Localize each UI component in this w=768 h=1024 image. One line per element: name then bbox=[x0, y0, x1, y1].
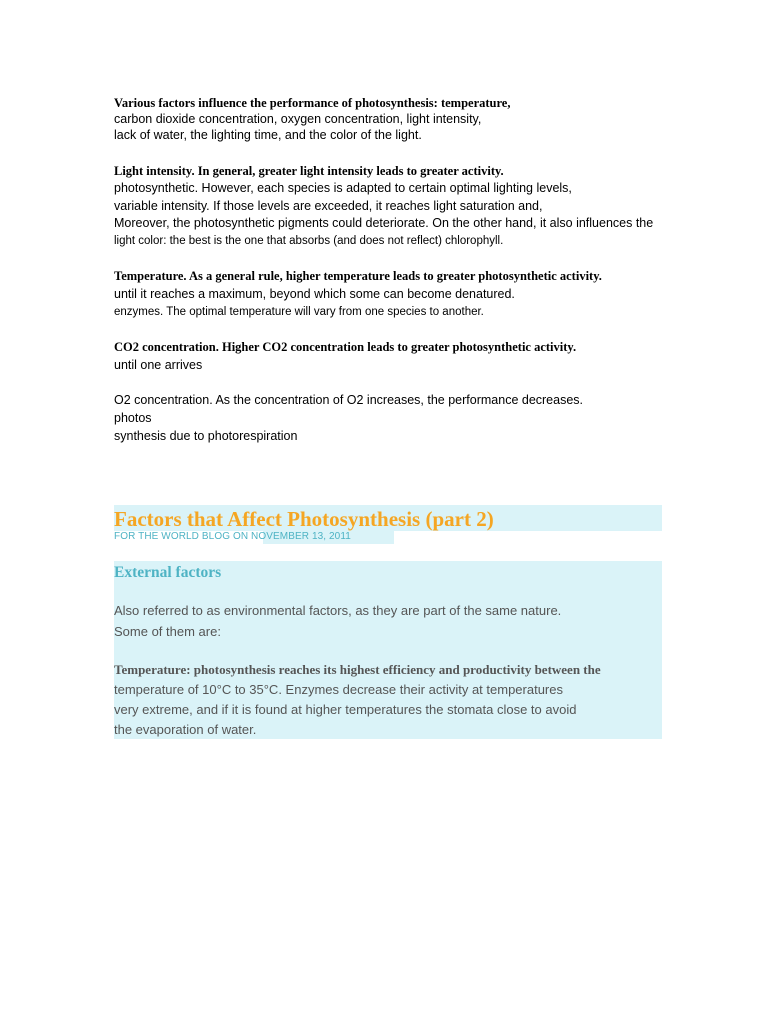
intro-line-3: lack of water, the lighting time, and the color of the light. bbox=[114, 128, 422, 142]
light-line-3: Moreover, the photosynthetic pigments could deteriorate. On the other hand, it also influences the bbox=[114, 216, 654, 230]
blog-intro-line-1: Also referred to as environmental factors, as they are part of the same nature. bbox=[114, 603, 562, 618]
temperature-heading: Temperature. As a general rule, higher temperature leads to greater photosynthetic activity. bbox=[114, 269, 602, 283]
temperature-line-2: enzymes. The optimal temperature will vary from one species to another. bbox=[114, 306, 484, 318]
temperature-line-1: until it reaches a maximum, beyond which some can become denatured. bbox=[114, 287, 515, 301]
o2-line-2: photos bbox=[114, 411, 152, 425]
co2-line-1: until one arrives bbox=[114, 358, 203, 372]
co2-heading: CO2 concentration. Higher CO2 concentration leads to greater photosynthetic activity. bbox=[114, 340, 577, 354]
blog-title: Factors that Affect Photosynthesis (part 2) bbox=[114, 507, 494, 531]
light-line-1: photosynthetic. However, each species is adapted to certain optimal lighting levels, bbox=[114, 181, 572, 195]
blog-temp-line-2: very extreme, and if it is found at higher temperatures the stomata close to avoid bbox=[114, 702, 577, 717]
blog-meta-date[interactable]: NOVEMBER 13, 2011 bbox=[251, 531, 351, 542]
blog-intro-line-2: Some of them are: bbox=[114, 624, 221, 639]
blog-meta-prefix: FOR THE WORLD BLOG ON bbox=[114, 531, 252, 542]
blog-meta bbox=[114, 530, 351, 544]
intro-line-2: carbon dioxide concentration, oxygen concentration, light intensity, bbox=[114, 112, 482, 126]
o2-line-1: O2 concentration. As the concentration of O2 increases, the performance decreases. bbox=[114, 393, 584, 407]
light-line-2: variable intensity. If those levels are exceeded, it reaches light saturation and, bbox=[114, 199, 543, 213]
blog-temp-line-1: temperature of 10°C to 35°C. Enzymes decrease their activity at temperatures bbox=[114, 682, 563, 697]
intro-line-1: Various factors influence the performance of photosynthesis: temperature, bbox=[114, 96, 511, 110]
blog-subheading: External factors bbox=[114, 564, 222, 581]
blog-temp-heading: Temperature: photosynthesis reaches its highest efficiency and productivity between the bbox=[114, 662, 601, 677]
light-heading: Light intensity. In general, greater light intensity leads to greater activity. bbox=[114, 164, 504, 178]
o2-line-3: synthesis due to photorespiration bbox=[114, 429, 298, 443]
blog-temp-line-3: the evaporation of water. bbox=[114, 722, 257, 737]
light-line-4: light color: the best is the one that absorbs (and does not reflect) chlorophyll. bbox=[114, 235, 504, 247]
